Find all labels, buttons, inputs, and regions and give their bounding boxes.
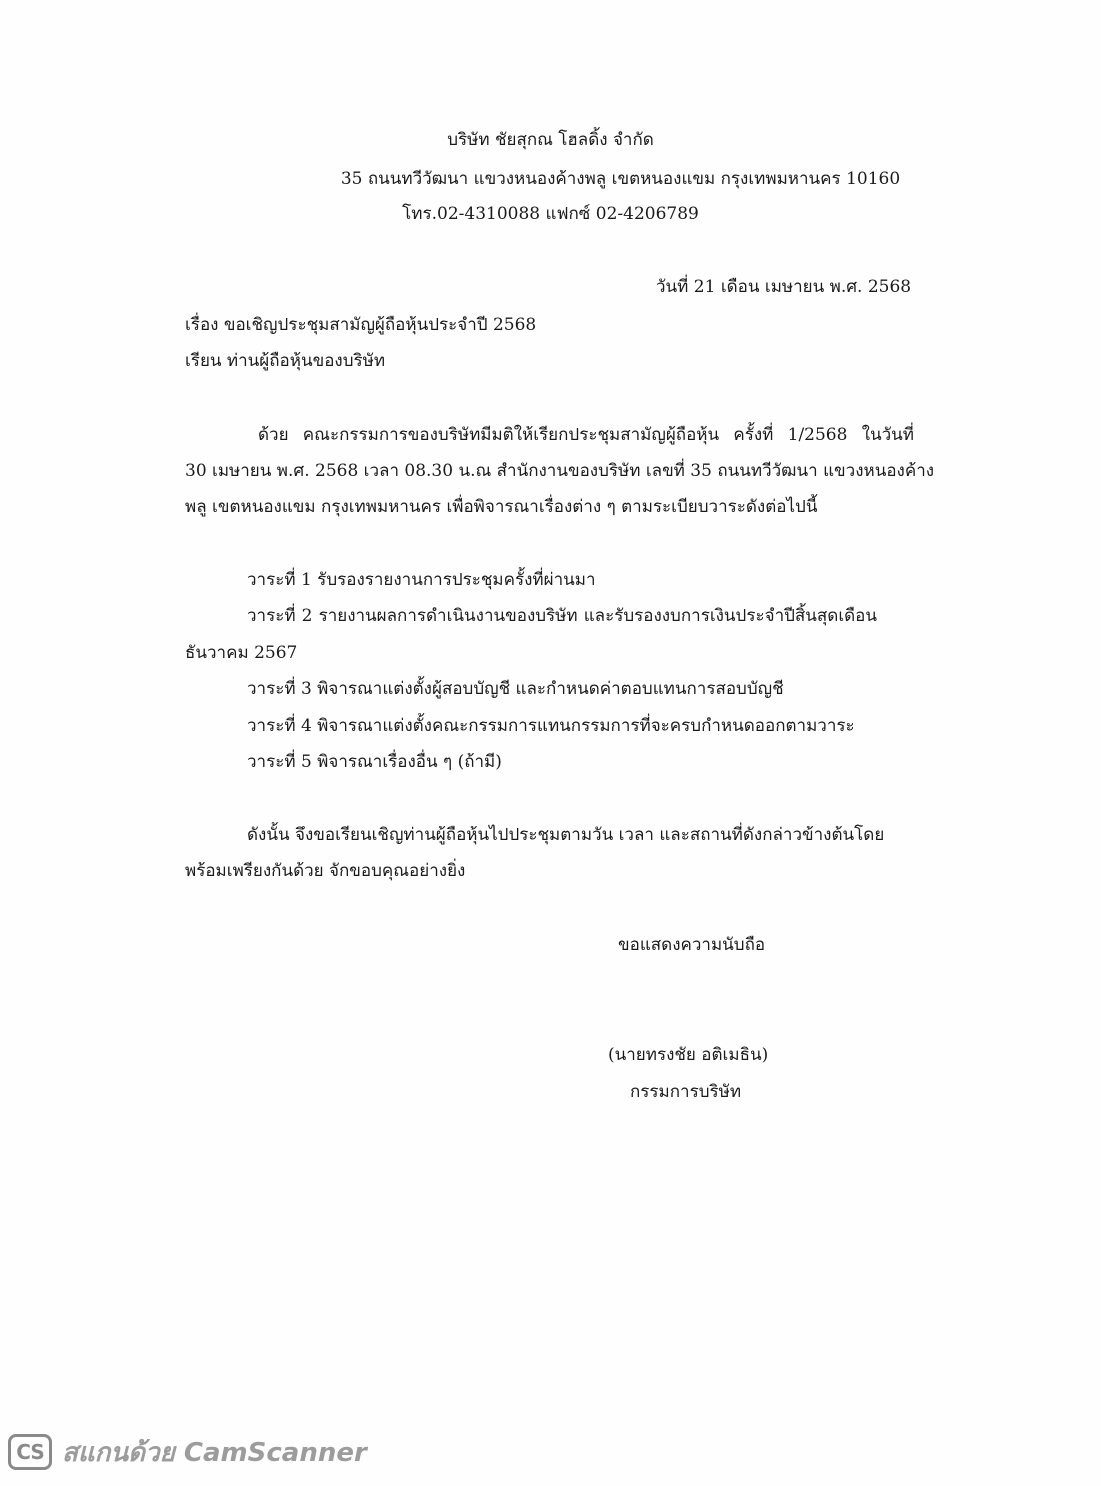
closing-line-1: ดังนั้น จึงขอเรียนเชิญท่านผู้ถือหุ้นไปประชุมตามวัน เวลา และสถานที่ดังกล่าวข้างต้นโดย <box>247 825 885 845</box>
intro-line-1: ด้วย คณะกรรมการของบริษัทมีมติให้เรียกประชุมสามัญผู้ถือหุ้น ครั้งที่ 1/2568 ในวันที่ <box>258 425 914 445</box>
intro-line-3: พลู เขตหนองแขม กรุงเทพมหานคร เพื่อพิจารณาเรื่องต่าง ๆ ตามระเบียบวาระดังต่อไปนี้ <box>185 497 818 517</box>
letter-date: วันที่ 21 เดือน เมษายน พ.ศ. 2568 <box>656 277 912 297</box>
camscanner-logo-icon: CS <box>8 1434 52 1470</box>
camscanner-text: สแกนด้วย CamScanner <box>62 1437 367 1468</box>
company-address: 35 ถนนทวีวัฒนา แขวงหนองค้างพลู เขตหนองแขม กรุงเทพมหานคร 10160 <box>340 169 901 189</box>
signatory-title: กรรมการบริษัท <box>630 1082 742 1102</box>
intro-line-2: 30 เมษายน พ.ศ. 2568 เวลา 08.30 น.ณ สำนักงานของบริษัท เลขที่ 35 ถนนทวีวัฒนา แขวงหนองค้าง <box>185 461 935 481</box>
company-contact: โทร.02-4310088 แฟกซ์ 02-4206789 <box>402 204 699 224</box>
agenda-item-1: วาระที่ 1 รับรองรายงานการประชุมครั้งที่ผ่านมา <box>247 570 596 590</box>
agenda-item-3: วาระที่ 3 พิจารณาแต่งตั้งผู้สอบบัญชี และกำหนดค่าตอบแทนการสอบบัญชี <box>247 679 784 699</box>
camscanner-watermark <box>8 1432 367 1472</box>
company-name: บริษัท ชัยสุกณ โฮลดิ้ง จำกัด <box>447 130 654 150</box>
agenda-item-2-line-2: ธันวาคม 2567 <box>185 643 298 663</box>
regards: ขอแสดงความนับถือ <box>618 935 766 955</box>
letter-recipient: เรียน ท่านผู้ถือหุ้นของบริษัท <box>185 351 386 371</box>
closing-line-2: พร้อมเพรียงกันด้วย จักขอบคุณอย่างยิ่ง <box>185 861 466 881</box>
agenda-item-2-line-1: วาระที่ 2 รายงานผลการดำเนินงานของบริษัท และรับรองงบการเงินประจำปีสิ้นสุดเดือน <box>247 606 877 626</box>
letter-subject: เรื่อง ขอเชิญประชุมสามัญผู้ถือหุ้นประจำปี 2568 <box>185 315 537 335</box>
agenda-item-5: วาระที่ 5 พิจารณาเรื่องอื่น ๆ (ถ้ามี) <box>247 752 502 772</box>
signatory-name: (นายทรงชัย อติเมธิน) <box>608 1045 769 1065</box>
agenda-item-4: วาระที่ 4 พิจารณาแต่งตั้งคณะกรรมการแทนกรรมการที่จะครบกำหนดออกตามวาระ <box>247 716 855 736</box>
